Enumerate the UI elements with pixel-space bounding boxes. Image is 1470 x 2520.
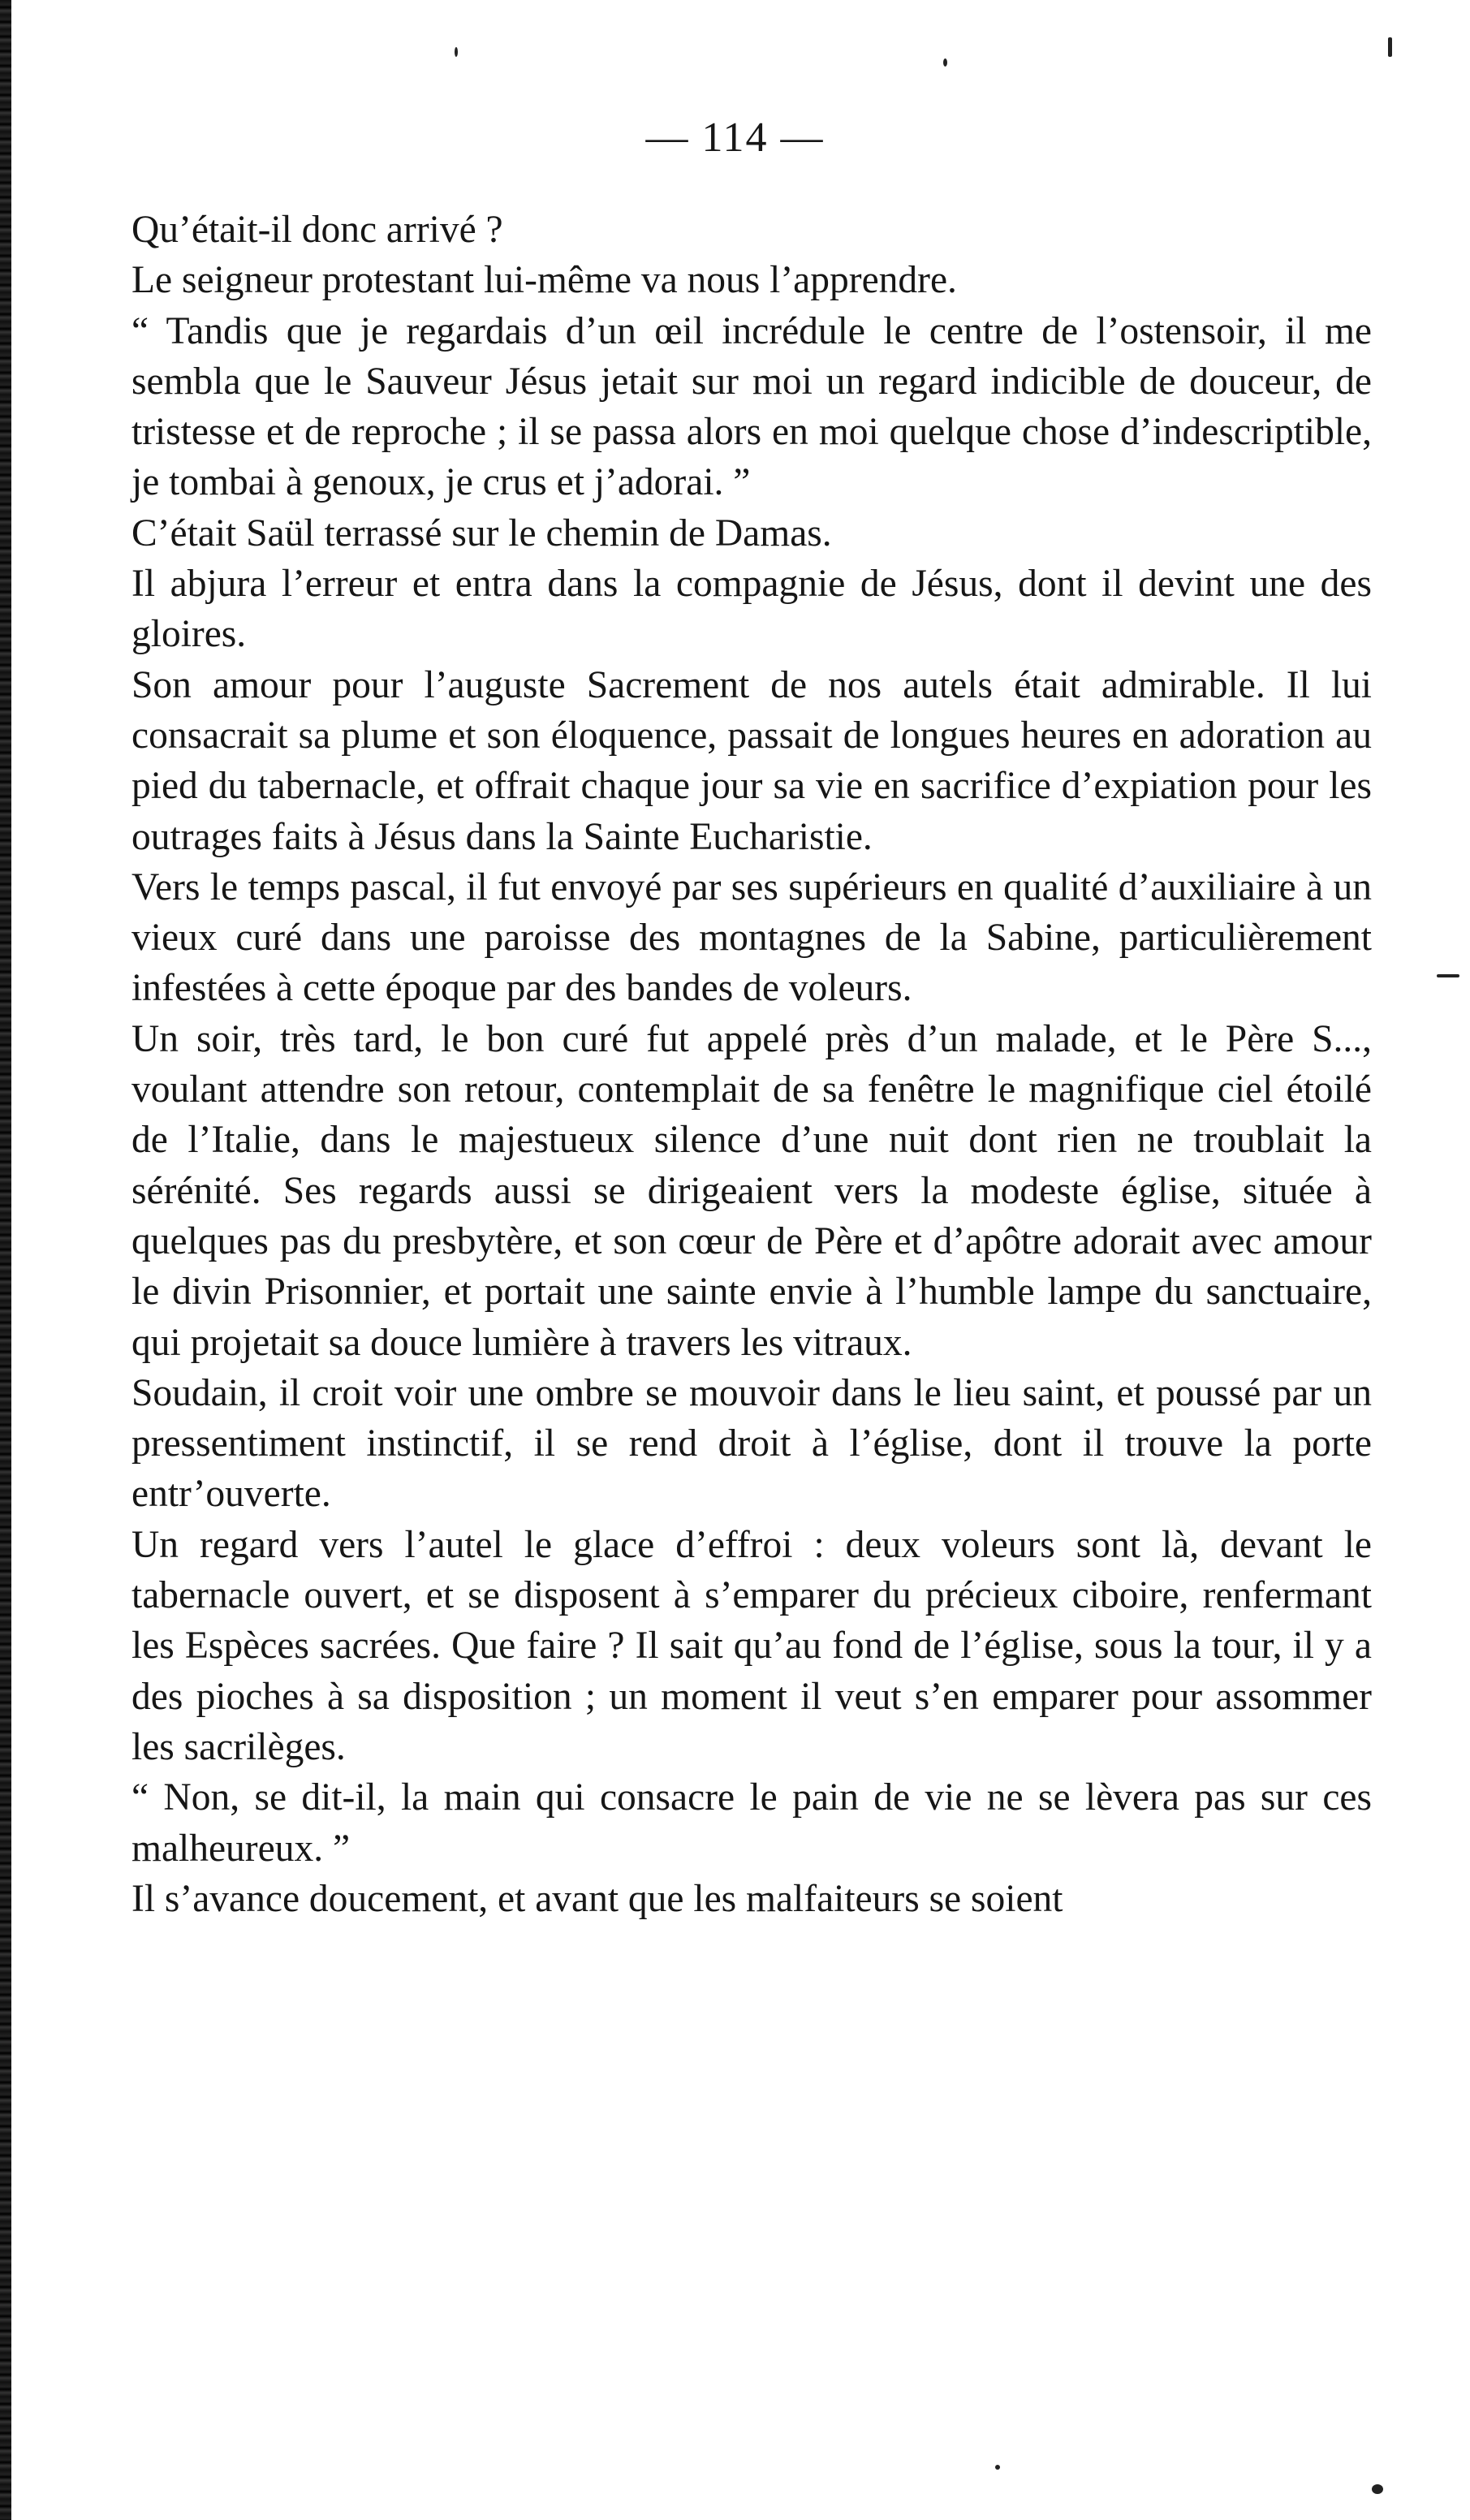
body-text [131,205,1372,1924]
ink-speck [1437,974,1459,977]
ink-speck [1388,37,1392,57]
paragraph: “ Non, se dit-il, la main qui consacre le pain de vie ne se lèvera pas sur ces malheureux. ” [131,1776,1372,1870]
paragraph: Un soir, très tard, le bon curé fut appelé près d’un malade, et le Père S..., voulant attendre son retour, contemplait de sa fenêtre le magnifique ciel étoilé de l’Italie, dans le majestueux silence d’une nuit dont rien ne troublait la sérénité. Ses regards aussi se dirigeaient vers la modeste église, située à quelques pas du presbytère, et son cœur de Père et d’apôtre adorait avec amour le divin Prisonnier, et portait une sainte envie à l’humble lampe du sanctuaire, qui projetait sa douce lumière à travers les vitraux. [131,1017,1372,1364]
ink-speck [995,2465,1000,2470]
ink-speck [455,47,458,57]
paragraph: “ Tandis que je regardais d’un œil incrédule le centre de l’ostensoir, il me sembla que le Sauveur Jésus jetait sur moi un regard indicible de douceur, de tristesse et de reproche ; il se passa alors en moi quelque chose d’indescriptible, je tombai à genoux, je crus et j’adorai. ” [131,309,1372,504]
paragraph: Le seigneur protestant lui-même va nous l’apprendre. [131,259,957,302]
paragraph: C’était Saül terrassé sur le chemin de Damas. [131,511,832,554]
page-number: — 114 — [645,114,825,161]
ink-speck [1372,2484,1383,2494]
paragraph: Son amour pour l’auguste Sacrement de nos autels était admirable. Il lui consacrait sa plume et son éloquence, passait de longues heures en adoration au pied du tabernacle, et offrait chaque jour sa vie en sacrifice d’expiation pour les outrages faits à Jésus dans la Sainte Eucharistie. [131,663,1372,858]
scan-binding-edge [0,0,11,2520]
ink-speck [943,58,947,67]
paragraph: Il s’avance doucement, et avant que les malfaiteurs se soient [131,1877,1063,1920]
paragraph: Soudain, il croit voir une ombre se mouvoir dans le lieu saint, et poussé par un pressentiment instinctif, il se rend droit à l’église, dont il trouve la porte entr’ouverte. [131,1371,1372,1516]
paragraph: Vers le temps pascal, il fut envoyé par ses supérieurs en qualité d’auxiliaire à un vieux curé dans une paroisse des montagnes de la Sabine, particulièrement infestées à cette époque par des bandes de voleurs. [131,865,1372,1010]
paragraph: Un regard vers l’autel le glace d’effroi : deux voleurs sont là, devant le tabernacle ouvert, et se disposent à s’emparer du précieux ciboire, renfermant les Espèces sacrées. Que faire ? Il sait qu’au fond de l’église, sous la tour, il y a des pioches à sa disposition ; un moment il veut s’en emparer pour assommer les sacrilèges. [131,1523,1372,1768]
paragraph: Il abjura l’erreur et entra dans la compagnie de Jésus, dont il devint une des gloires. [131,563,1372,656]
paragraph: Qu’était-il donc arrivé ? [131,209,503,251]
